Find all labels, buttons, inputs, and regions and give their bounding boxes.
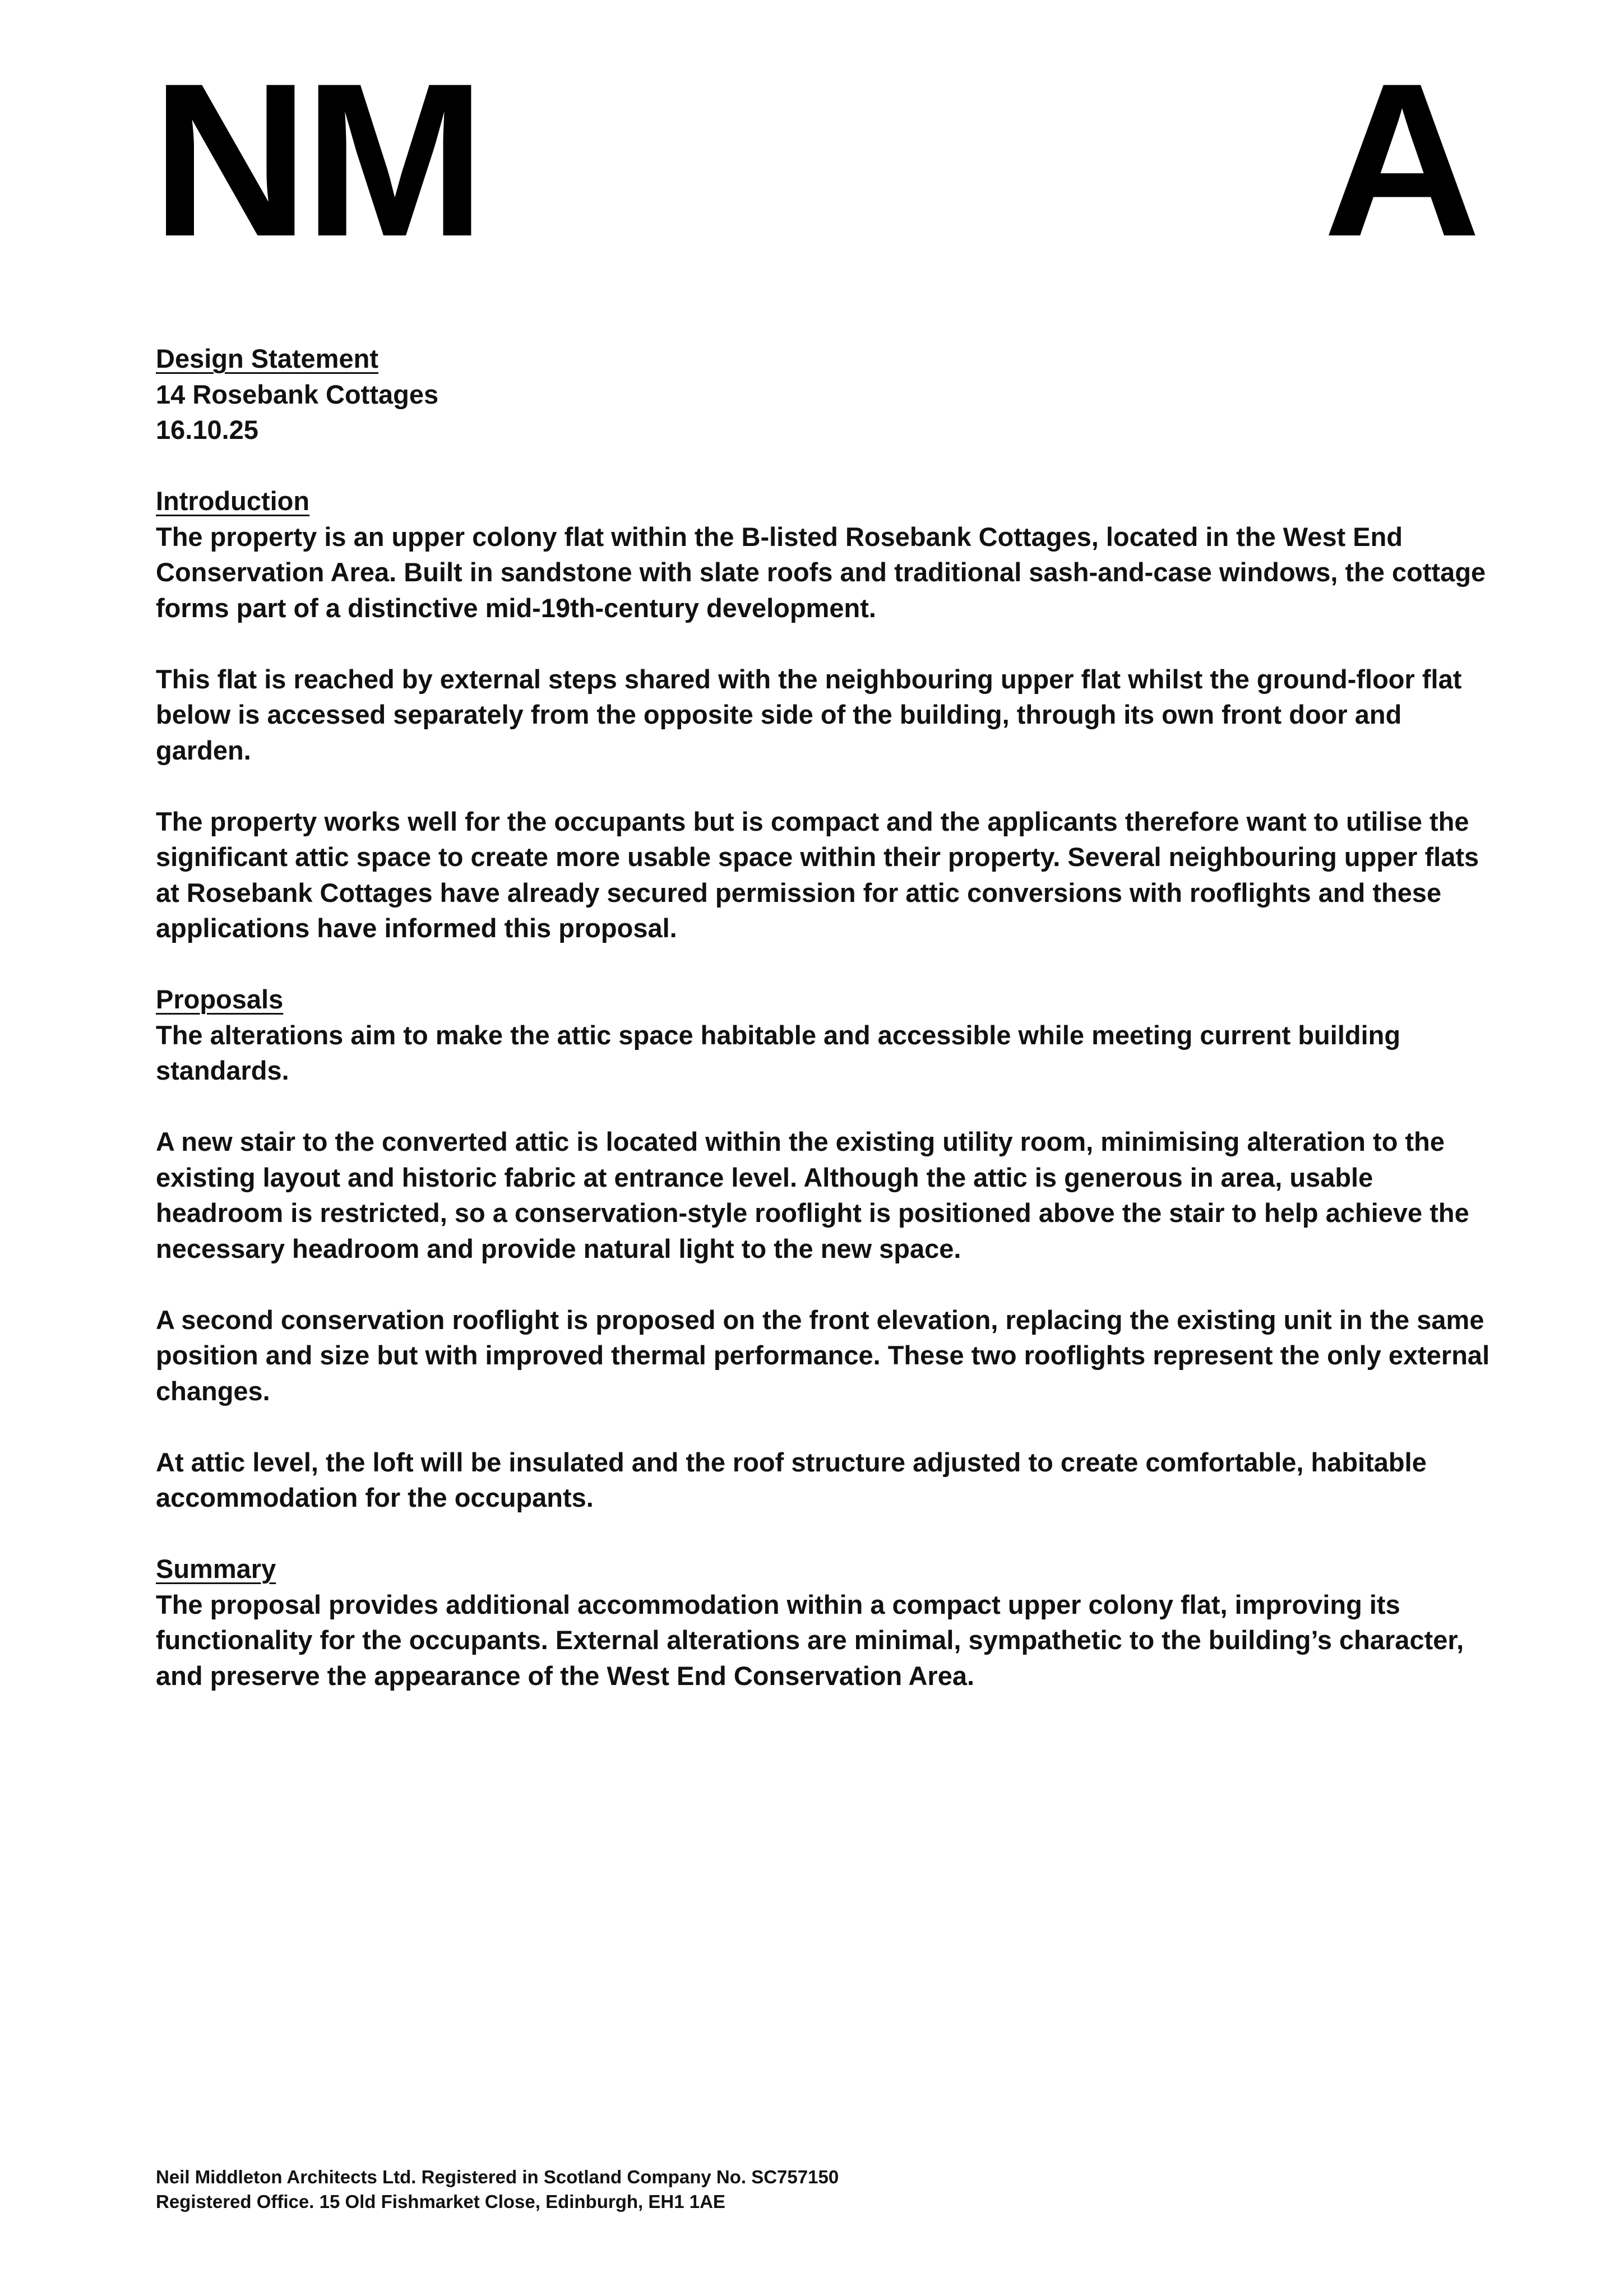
document-title: Design Statement: [156, 344, 378, 373]
footer-address-line: Registered Office. 15 Old Fishmarket Close, Edinburgh, EH1 1AE: [156, 2191, 725, 2212]
introduction-paragraph-1: The property is an upper colony flat within the B-listed Rosebank Cottages, located in the West End Conservation Area. Built in sandstone with slate roofs and traditional sash-and-case windows, the cottage forms part of a distinctive mid-19th-century development.: [156, 521, 1486, 623]
footer-company-line: Neil Middleton Architects Ltd. Registered in Scotland Company No. SC757150: [156, 2167, 839, 2187]
logo-nm: NM: [151, 38, 480, 282]
summary-paragraph-1: The proposal provides additional accommodation within a compact upper colony flat, improving its functionality for the occupants. External alterations are minimal, sympathetic to the building’s character, and preserve the appearance of the West End Conservation Area.: [156, 1589, 1464, 1691]
introduction-paragraph-3: The property works well for the occupants but is compact and the applicants therefore want to utilise the significant attic space to create more usable space within their property. Several neighbouring upper flats at Rosebank Cottages have already secured permission for attic conversions with rooflights and these applications have informed this proposal.: [156, 806, 1479, 943]
proposals-heading: Proposals: [156, 984, 284, 1014]
logo-a: A: [1323, 38, 1475, 282]
introduction-paragraph-2: This flat is reached by external steps shared with the neighbouring upper flat whilst the ground-floor flat below is accessed separately from the opposite side of the building, through its own front door and garden.: [156, 664, 1462, 765]
footer: [156, 2165, 1490, 2214]
proposals-paragraph-1: The alterations aim to make the attic space habitable and accessible while meeting current building standards.: [156, 1020, 1401, 1085]
summary-heading: Summary: [156, 1554, 276, 1584]
document-body: [156, 341, 1490, 1693]
document-date: 16.10.25: [156, 415, 258, 445]
proposals-paragraph-4: At attic level, the loft will be insulated and the roof structure adjusted to create comfortable, habitable accommodation for the occupants.: [156, 1447, 1427, 1512]
property-address: 14 Rosebank Cottages: [156, 379, 439, 409]
proposals-paragraph-3: A second conservation rooflight is proposed on the front elevation, replacing the existing unit in the same position and size but with improved thermal performance. These two rooflights represent the only external changes.: [156, 1304, 1490, 1406]
proposals-paragraph-2: A new stair to the converted attic is located within the existing utility room, minimising alteration to the existing layout and historic fabric at entrance level. Although the attic is generous in area, usable headroom is restricted, so a conservation-style rooflight is positioned above the stair to help achieve the necessary headroom and provide natural light to the new space.: [156, 1127, 1469, 1263]
introduction-heading: Introduction: [156, 486, 310, 516]
